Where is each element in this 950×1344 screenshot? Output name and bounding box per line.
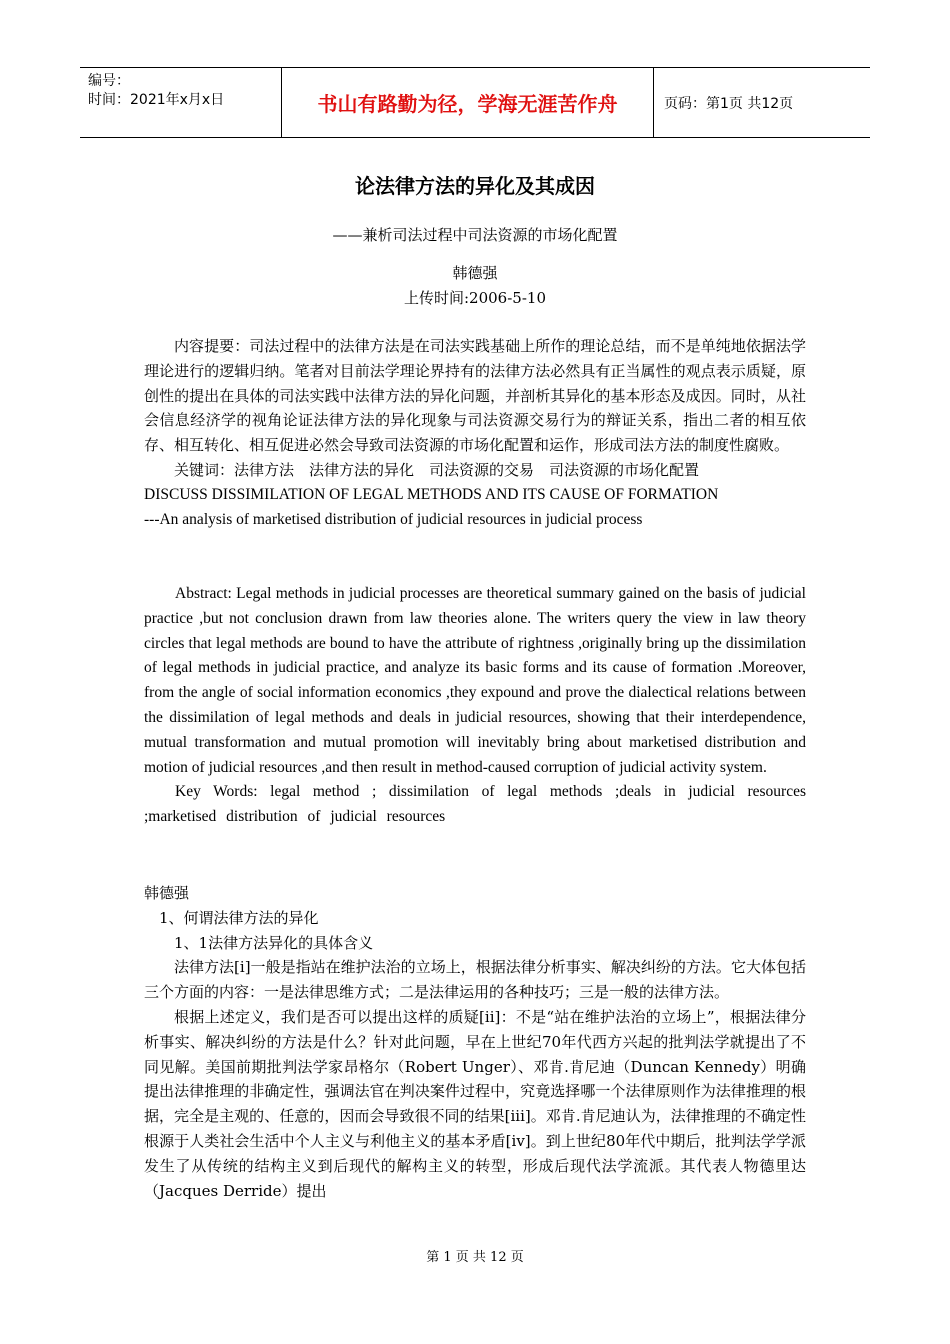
upload-time: 上传时间:2006-5-10 [404,289,546,307]
page-header [80,67,870,138]
keywords-cn: 关键词：法律方法 法律方法的异化 司法资源的交易 司法资源的市场化配置 [174,460,700,479]
paragraph-2: 根据上述定义，我们是否可以提出这样的质疑[ii]：不是“站在维护法治的立场上”，根据法律分析事实、解决纠纷的方法是什么？针对此问题，早在上世纪70年代西方兴起的批判法学就提出了不同见解。美国前期批判法学家昂格尔（Robert Unger）、邓肯.肯尼迪（Duncan Kennedy）明确提出法律推理的非确定性，强调法官在判决案件过程中，究竟选择哪一个法律原则作为法律推理的根据，完全是主观的、任意的，因而会导致很不同的结果[iii]。邓肯.肯尼迪认为，法律推理的不确定性根源于人类社会生活中个人主义与利他主义的基本矛盾[iv]。到上世纪80年代中期后，批判法学学派发生了从传统的结构主义到后现代的解构主义的转型，形成后现代法学流派。其代表人物德里达（Jacques Derride）提出 [144,1007,806,1200]
code-label: 编号： [88,73,130,89]
paragraph-1: 法律方法[i]一般是指站在维护法治的立场上，根据法律分析事实、解决纠纷的方法。它大体包括三个方面的内容：一是法律思维方式；二是法律运用的各种技巧；三是一般的法律方法。 [144,958,806,1002]
header-meta [80,68,282,137]
abstract-en-block [144,582,806,830]
author-repeat: 韩德强 [144,884,190,902]
section-heading-1: 1、何谓法律方法的异化 [159,908,319,927]
abstract-en: Abstract: Legal methods in judicial processes are theoretical summary gained on the basis of judicial practice ,but not conclusion drawn from law theories alone. The writers query the view in law theory circles that legal methods are bound to have the attribute of rightness ,originally bring up the dissimilation of legal methods in judicial practice, and analyze its basic forms and its cause of formation .Moreover, from the angle of social information economics ,they expound and prove the dialectical relations between the dissimilation of legal methods and deals in judicial resources, showing that their interdependence, mutual transformation and mutual promotion will inevitably bring about marketised distribution and motion of judicial resources ,and then result in method-caused corruption of judicial activity system. [144,585,806,776]
page-footer: 第 1 页 共 12 页 [426,1250,524,1265]
article-title: 论法律方法的异化及其成因 [355,174,595,198]
abstract-cn: 内容提要：司法过程中的法律方法是在司法实践基础上所作的理论总结，而不是单纯地依据法学理论进行的逻辑归纳。笔者对目前法学理论界持有的法律方法必然具有正当属性的观点表示质疑，原创性的提出在具体的司法实践中法律方法的异化问题，并剖析其异化的基本形态及成因。同时，从社会信息经济学的视角论证法律方法的异化现象与司法资源交易行为的辩证关系，指出二者的相互依存、相互转化、相互促进必然会导致司法资源的市场化配置和运作，形成司法方法的制度性腐败。 [144,337,806,455]
title-en: DISCUSS DISSIMILATION OF LEGAL METHODS AND ITS CAUSE OF FORMATION [144,485,719,503]
body-block [144,881,806,1203]
time-label: 时间：2021年x月x日 [88,92,225,108]
article-author: 韩德强 [452,264,498,282]
article-subtitle: ——兼析司法过程中司法资源的市场化配置 [332,226,618,244]
abstract-cn-block [144,334,806,532]
subtitle-en: ---An analysis of marketised distribution of judicial resources in judicial process [144,510,643,528]
keywords-en: Key Words: legal method ; dissimilation of legal methods ;deals in judicial resources ;marketised distribution of judicial resources [144,783,806,826]
section-heading-1-1: 1、1法律方法异化的具体含义 [174,933,374,952]
header-page-info: 页码：第1页 共12页 [664,95,794,112]
header-slogan: 书山有路勤为径，学海无涯苦作舟 [282,68,654,137]
